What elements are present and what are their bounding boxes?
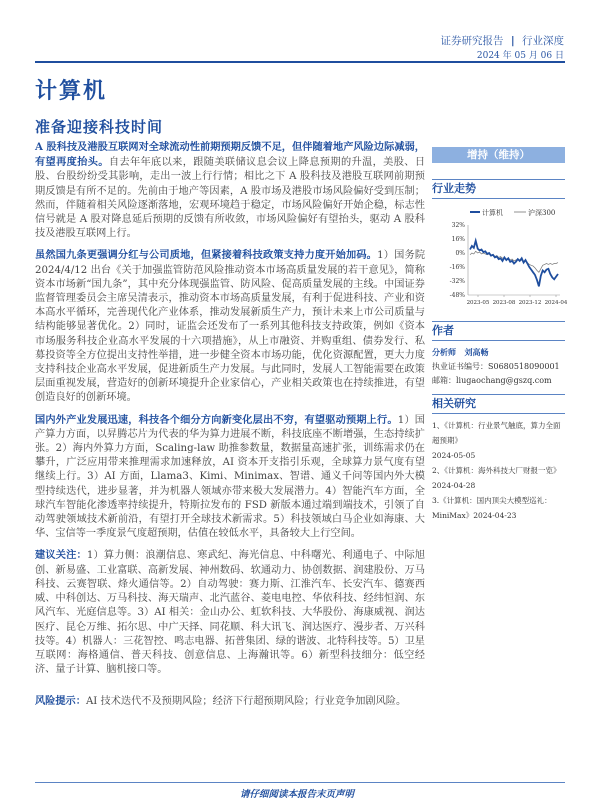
header-divider bbox=[35, 61, 565, 63]
related-section-title: 相关研究 bbox=[432, 394, 565, 414]
report-date: 2024 年 05 月 06 日 bbox=[476, 51, 564, 61]
main-text-column bbox=[35, 140, 425, 717]
related-item[interactable]: 2、《计算机：海外科技大厂财报一览》2024-04-28 bbox=[432, 466, 561, 490]
industry-trend-chart bbox=[432, 203, 567, 315]
report-type-header: 证券研究报告 | 行业深度 bbox=[440, 35, 564, 47]
footer-divider bbox=[35, 782, 565, 783]
legend-label-computer: 计算机 bbox=[482, 209, 503, 217]
y-tick-label: -32% bbox=[449, 278, 465, 285]
x-tick-label: 2024-04 bbox=[544, 300, 567, 306]
sidebar-column bbox=[432, 147, 567, 529]
analyst-license: 执业证书编号：S0680518090001 bbox=[432, 362, 560, 371]
y-tick-label: -16% bbox=[449, 264, 465, 271]
series-line-computer bbox=[470, 241, 558, 286]
trend-section-title: 行业走势 bbox=[432, 179, 565, 199]
related-item-date: 2024-05-05 bbox=[432, 451, 476, 460]
y-tick-label: 0% bbox=[455, 250, 465, 257]
x-tick-label: 2023-08 bbox=[492, 300, 516, 306]
y-tick-label: 16% bbox=[451, 236, 465, 243]
page-subtitle: 准备迎接科技时间 bbox=[35, 118, 164, 136]
legend-label-hs300: 沪深300 bbox=[528, 209, 556, 217]
analyst-name: 刘高畅 bbox=[464, 347, 489, 357]
chart-container bbox=[432, 203, 567, 321]
related-item[interactable]: 1、《计算机：行业景气触底，算力全面超预期》 bbox=[432, 421, 561, 445]
paragraph-liquidity: A 股科技及港股互联网对全球流动性前期预期反馈不足，但伴随着地产风险边际减弱，有望再度抬头。自去年年底以来，跟随美联储议息会议上降息预期的升温，美股、日股、台股纷纷受其影响，走出一波上行行情；相比之下 A 股科技及港股互联网前期预期反馈是有所不足的。先前由于地产等因素，A 股市场及港股市场风险偏好受到压制；然而，伴随着相关风险逐渐落地，宏观环境趋于稳定，市场风险偏好开始企稳，标志性信号就是 A 股对降息延后预期的反馈有所收敛，市场风险偏好有望抬头，驱动 A 股科技及港股互联网上行。 bbox=[35, 141, 426, 240]
paragraph-recommendations: 建议关注：1）算力侧：浪潮信息、寒武纪、海光信息、中科曙光、利通电子、中际旭创、新易盛、工业富联、高新发展、神州数码、软通动力、协创数据、润建股份、万马科技、云赛智联、烽火通信等。2）自动驾驶：赛力斯、江淮汽车、长安汽车、德赛西威、中科创达、万马科技、海天瑞声、北汽蓝谷、菱电电控、华依科技、经纬恒润、东风汽车、光庭信息等。3）AI 相关：金山办公、虹软科技、大华股份、海康威视、润达医疗、昆仑万维、拓尔思、中广天择、同花顺、科大讯飞、润达医疗、漫步者、万兴科技等。4）机器人：三花智控、鸣志电器、拓普集团、绿的谐波、北特科技等。5）卫星互联网：海格通信、普天科技、创意信息、上海瀚讯等。6）新型科技细分：低空经济、量子计算、脑机接口等。 bbox=[35, 549, 425, 676]
analyst-role: 分析师 bbox=[432, 347, 456, 357]
footer-disclaimer: 请仔细阅读本报告末页声明 bbox=[240, 789, 355, 800]
y-tick-label: -48% bbox=[449, 292, 465, 299]
series-line-hs300 bbox=[470, 251, 558, 272]
x-tick-label: 2023-12 bbox=[518, 300, 542, 306]
author-section-title: 作者 bbox=[432, 321, 565, 341]
paragraph-policy: 虽然国九条更强调分红与公司质地，但紧接着科技政策支持力度开始加码。1）国务院 2024/4/12 出台《关于加强监管防范风险推动资本市场高质量发展的若干意见》，简称资本市场新“国九条”，其中充分体现强监管、防风险、促高质量发展的主线。中国证券监督管理委员会主席吴清表示，推动资本市场高质量发展，有利于促进科技、产业和资本高水平循环，完善现代化产业体系，推动发展新质生产力，预计未来上市公司质量与结构能够显著优化。2）同时，证监会还发布了一系列其他科技支持政策，例如《资本市场服务科技企业高水平发展的十六项措施》，从上市融资、并购重组、债券发行、私募投资等全方位提出支持性举措，进一步健全资本市场功能，优化资源配置，更大力度支持科技企业高水平发展，促进新质生产力发展。与此同时，发展人工智能需要在政策层面重视发展，营造好的创新环境提升企业家信心，产业相关政策也在持续推进，有望创造良好的创新环境。 bbox=[35, 249, 426, 404]
y-tick-label: 32% bbox=[451, 222, 465, 229]
rating-banner: 增持（维持） bbox=[432, 147, 565, 163]
paragraph-industry: 国内外产业发展迅速，科技各个细分方向新变化层出不穷，有望驱动预期上行。1）国产算力方面，以昇腾芯片为代表的华为算力进展不断，科技底座不断增强，生态持续扩张。2）海内外算力方面，Scaling-law 助推参数量，数据量高速扩张，训练需求仍在攀升，广泛应用带来推理需求加速释放，AI 资本开支指引乐观，全球算力景气度有望继续上行。3）AI 方面，Llama3、Kimi、Minimax、智谱、通义千问等国内外大模型持续迭代，进步显著，并为机器人领域亦带来极大发展潜力。4）智能汽车方面，全球汽车智能化渗透率持续提升，特斯拉发布的 FSD 新版本通过端到端技术，引领了自动驾驶领域技术新前沿，有望打开全球技术新需求。5）科技领域白马企业如海康、大华、宝信等一季度景气度超预期，估值在较低水平，具备较大上行空间。 bbox=[35, 413, 425, 540]
analyst-info bbox=[432, 345, 567, 388]
x-tick-label: 2023-05 bbox=[466, 300, 490, 306]
related-item[interactable]: 3.《计算机：国内顶尖大模型巡礼：MiniMax》2024-04-23 bbox=[432, 496, 552, 520]
analyst-email[interactable]: 邮箱：liugaochang@gszq.com bbox=[432, 376, 552, 385]
page-title: 计算机 bbox=[35, 78, 108, 104]
paragraph-risks: 风险提示：AI 技术迭代不及预期风险；经济下行超预期风险；行业竞争加剧风险。 bbox=[35, 695, 407, 708]
related-research-list bbox=[432, 418, 567, 523]
